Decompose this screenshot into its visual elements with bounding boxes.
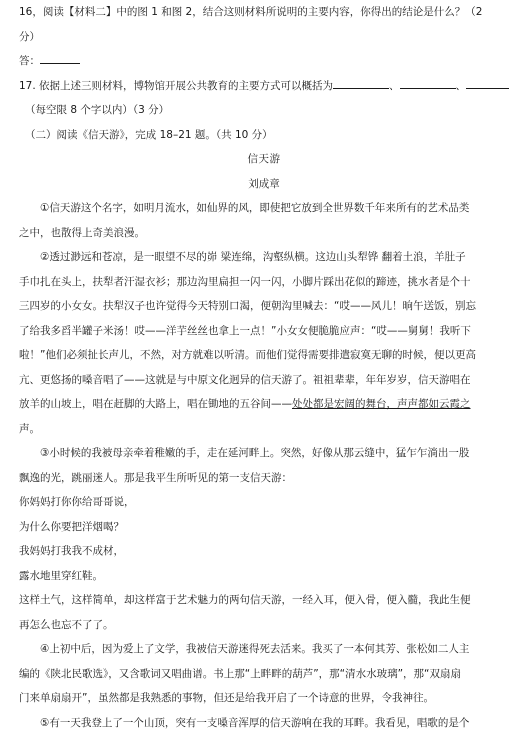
paragraph-4-line: 再怎么也忘不了了。 <box>19 618 114 631</box>
underlined-phrase: 处处都是宏阔的舞台，声声都如云霞之 <box>292 398 471 410</box>
answer-blank[interactable] <box>40 51 80 64</box>
paragraph-3-line: 飘逸的光，跳丽迷人。那是我平生所听见的第一支信天游： <box>19 471 292 484</box>
paragraph-1-line: ①信天游这个名字，如明月流水，如仙界的风，即使把它放到全世界数千年来所有的艺术品类 <box>40 202 470 214</box>
song-line: 我妈妈打我我不成材， <box>19 545 124 557</box>
song-line: 为什么你要把洋烟喝？ <box>19 520 124 533</box>
paragraph-2-line: 了给我多舀半罐子米汤！哎——洋芋丝丝也拿上一点！”小女女便脆脆应声：“哎——舅舅！我听下 <box>19 324 471 337</box>
paragraph-2-line <box>19 392 509 417</box>
paragraph-4-line: 这样土气，这样简单，却这样富于艺术魅力的两句信天游，一经入耳，便入骨，便入髓，我此生便 <box>19 594 471 606</box>
paragraph-2-line: 手巾扎在头上，扶犁者汗湿衣衫；那边沟里扁担一闪一闪，小脚片踩出花似的蹄迹，挑水者是个十 <box>19 275 471 288</box>
paragraph-2-line: ②透过渺远和苍凉，是一眼望不尽的峁 梁连绵，沟壑纵横。这边山头犁铧 翻着土浪，羊肚子 <box>40 251 466 263</box>
answer-blank-2[interactable] <box>400 76 456 89</box>
passage-title: 信天游 <box>247 153 281 165</box>
paragraph-2-line: 声。 <box>19 422 40 435</box>
paragraph-2-line: 亢、更悠扬的嗓音唱了——这就是与中原文化迥异的信天游了。祖祖辈辈，年年岁岁，信天游唱在 <box>19 373 471 386</box>
paragraph-3-line: ③小时候的我被母亲牵着稚嫩的手，走在延河畔上。突然，好像从那云缝中，猛乍乍淌出一股 <box>40 447 470 459</box>
document-page <box>19 0 509 735</box>
separator-1: 、 <box>389 79 400 92</box>
question-17 <box>19 74 509 99</box>
answer-label: 答： <box>19 55 40 67</box>
answer-blank-1[interactable] <box>333 76 389 89</box>
paragraph-5-line: ④上初中后，因为爱上了文学，我被信天游迷得死去活来。我买了一本何其芳、张松如二人主 <box>40 643 470 655</box>
paragraph-5-line: 编的《陕北民歌选》，又含歌词又唱曲谱。书上那“上畔畔的葫芦”，那“清水水玻璃”，那“双扇扇 <box>19 667 461 680</box>
passage-author: 刘成章 <box>248 177 280 190</box>
separator-2: 、 <box>455 79 467 92</box>
question-16-answer <box>19 49 509 74</box>
paragraph-2-text: 放羊的山坡上，唱在赶脚的大路上，唱在锄地的五谷间—— <box>19 398 292 410</box>
question-16: 16，阅读【材料二】中的图 1 和图 2，结合这则材料所说明的主要内容，你得出的结论是什么？（2 <box>19 6 483 18</box>
answer-blank-3[interactable] <box>466 76 509 89</box>
paragraph-6-line: ⑤有一天我登上了一个山顶，突有一支嗓音浑厚的信天游响在我的耳畔。我看见，唱歌的是个 <box>40 716 470 729</box>
paragraph-2-line: 三四岁的小女女。扶犁汉子也许觉得今天特别口渴，便朝沟里喊去：“哎——风儿！晌午送饭，别忘 <box>19 300 476 312</box>
question-17-text: 17. 依据上述三则材料，博物馆开展公共教育的主要方式可以概括为 <box>19 79 334 92</box>
question-17-note: （每空限 8 个字以内）（3 分） <box>25 104 170 116</box>
paragraph-2-line: 啦！”他们必须扯长声儿，不然，对方就难以听清。而他们觉得需要排遣寂寞无聊的时候，便以更高 <box>19 349 476 361</box>
song-line: 露水地里穿红鞋。 <box>19 569 103 582</box>
question-16-continued: 分） <box>19 30 40 43</box>
paragraph-5-line: 门来单扇扇开”，虽然都是我熟悉的事物，但还是给我开启了一个诗意的世界，令我神往。 <box>19 692 434 704</box>
section-heading: （二）阅读《信天游》，完成 18–21 题。（共 10 分） <box>25 128 273 141</box>
song-line: 你妈妈打你你给哥哥说， <box>19 496 135 508</box>
paragraph-1-line: 之中，也散得上奇美浪漫。 <box>19 226 145 239</box>
